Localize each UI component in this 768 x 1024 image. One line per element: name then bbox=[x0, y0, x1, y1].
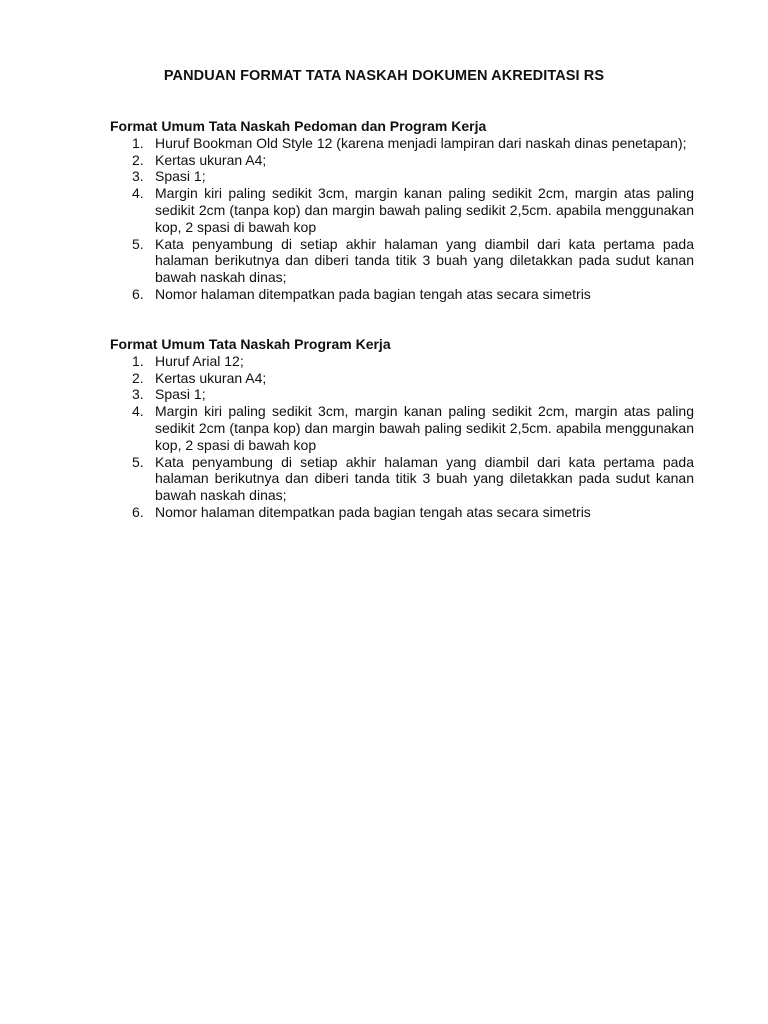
list-item bbox=[110, 286, 694, 303]
list-item-number: 5. bbox=[132, 453, 144, 470]
list-item-number: 6. bbox=[132, 285, 144, 302]
list-item-number: 4. bbox=[132, 403, 144, 420]
numbered-list bbox=[110, 353, 694, 521]
list-item-text: Kertas ukuran A4; bbox=[155, 369, 267, 386]
list-item bbox=[110, 185, 694, 235]
list-item-number: 5. bbox=[132, 235, 144, 252]
list-item bbox=[110, 370, 694, 387]
list-item-text: Margin kiri paling sedikit 3cm, margin kanan paling sedikit 2cm, margin atas paling sedikit 2cm (tanpa kop) dan margin bawah paling sedikit 2,5cm. apabila menggunakan kop, 2 spasi di bawah kop bbox=[155, 185, 694, 235]
list-item-text: Spasi 1; bbox=[155, 386, 206, 403]
list-item bbox=[110, 504, 694, 521]
list-item-text: Huruf Bookman Old Style 12 (karena menjadi lampiran dari naskah dinas penetapan); bbox=[155, 134, 687, 151]
document-title: PANDUAN FORMAT TATA NASKAH DOKUMEN AKREDITASI RS bbox=[163, 68, 605, 84]
list-item-number: 3. bbox=[132, 386, 144, 403]
list-item bbox=[110, 403, 694, 453]
section-program-kerja bbox=[110, 336, 694, 521]
list-item bbox=[110, 454, 694, 504]
list-item-number: 2. bbox=[132, 151, 144, 168]
list-item-text: Kata penyambung di setiap akhir halaman yang diambil dari kata pertama pada halaman berikutnya dan diberi tanda titik 3 buah yang diletakkan pada sudut kanan bawah naskah dinas; bbox=[155, 235, 694, 286]
list-item-text: Kertas ukuran A4; bbox=[155, 151, 267, 168]
list-item bbox=[110, 152, 694, 169]
section-pedoman-program-kerja bbox=[110, 118, 694, 303]
list-item-number: 3. bbox=[132, 168, 144, 185]
numbered-list bbox=[110, 135, 694, 303]
list-item-number: 6. bbox=[132, 503, 144, 520]
list-item bbox=[110, 353, 694, 370]
list-item-text: Kata penyambung di setiap akhir halaman yang diambil dari kata pertama pada halaman berikutnya dan diberi tanda titik 3 buah yang diletakkan pada sudut kanan bawah naskah dinas; bbox=[155, 453, 694, 504]
list-item-text: Margin kiri paling sedikit 3cm, margin kanan paling sedikit 2cm, margin atas paling sedikit 2cm (tanpa kop) dan margin bawah paling sedikit 2,5cm. apabila menggunakan kop, 2 spasi di bawah kop bbox=[155, 403, 694, 453]
list-item-text: Spasi 1; bbox=[155, 168, 206, 185]
list-item-text: Huruf Arial 12; bbox=[155, 352, 244, 369]
list-item-text: Nomor halaman ditempatkan pada bagian tengah atas secara simetris bbox=[155, 503, 591, 520]
section-heading: Format Umum Tata Naskah Pedoman dan Program Kerja bbox=[110, 118, 487, 134]
list-item bbox=[110, 236, 694, 286]
section-heading: Format Umum Tata Naskah Program Kerja bbox=[110, 336, 391, 352]
list-item-number: 1. bbox=[132, 352, 144, 369]
list-item-number: 1. bbox=[132, 134, 144, 151]
list-item bbox=[110, 168, 694, 185]
list-item-text: Nomor halaman ditempatkan pada bagian tengah atas secara simetris bbox=[155, 285, 591, 302]
list-item bbox=[110, 386, 694, 403]
list-item-number: 2. bbox=[132, 369, 144, 386]
list-item bbox=[110, 135, 694, 152]
list-item-number: 4. bbox=[132, 185, 144, 202]
